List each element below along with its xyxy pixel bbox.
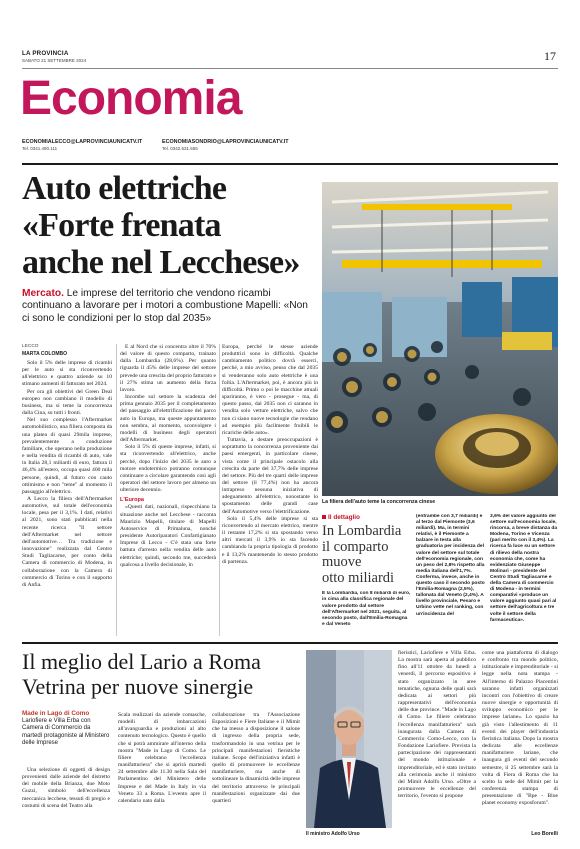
contact-right-email: ECONOMIASONDRIO@LAPROVINCIAUNICATV.IT bbox=[162, 139, 289, 145]
lead-deck-text: Le imprese del territorio che vendono ricambi continuano a lavorare per i motori a combustione Mapelli: «Non ci sono le condizioni per lo stop dal 2035» bbox=[22, 288, 308, 324]
lead-dateline: LECCO bbox=[22, 344, 39, 349]
second-column-1 bbox=[22, 767, 110, 837]
lead-column-3 bbox=[222, 344, 318, 636]
sidebar-text-c: 3,6% del valore aggiunto del settore sull'economia locale, rincorsa, a breve distanza da Modena, Torino e Vicenza (pari merito con il 3,4%). La ricerca fa luce su un settore di rilievo della nostra economia che, come ha evidenziato Giuseppe Molinari - presidente del Centro Studi Tagliacarne e della Camera di commercio di Modena - in termini comparativi «produce un valore aggiunto quasi pari al settore dell'agricoltura e tre volte il settore della farmaceutica». bbox=[490, 514, 558, 623]
second-signature: Leo Borelli bbox=[531, 831, 558, 837]
masthead-rule bbox=[22, 68, 558, 69]
contact-left-email: ECONOMIALECCO@LAPROVINCIAUNICATV.IT bbox=[22, 139, 143, 145]
sidebar-headline-4: otto miliardi bbox=[322, 569, 395, 586]
second-photo bbox=[306, 650, 392, 828]
story-divider bbox=[22, 642, 558, 644]
lead-photo-caption: La filiera dell'auto teme la concorrenza cinese bbox=[322, 499, 436, 505]
second-col2-text: Scala realizzati da aziende comasche, modelli di imbarcazioni all'avanguardia e produzioni al alto contenuto tecnologico. Questo è quello che si potrà ammirare all'interno della mostra "Made in Lago di Como. Le filiere celebrano l'eccellenza manifatturiera" che si aprirà martedì 24 settembre alle 11.30 nella Sala del Parlamentino del Ministero delle Imprese e del Made in Italy in via Veneto 33 a Roma. L'evento apre il calendario nato dalla bbox=[118, 712, 206, 804]
sidebar-headline bbox=[322, 524, 412, 586]
sidebar-headline-1: In Lombardia bbox=[322, 523, 402, 539]
sidebar-kicker-bullet-icon bbox=[322, 515, 326, 519]
masthead-date: SABATO 21 SETTEMBRE 2024 bbox=[22, 58, 87, 63]
second-column-4 bbox=[398, 650, 476, 838]
contact-left-tel: Tel. 0341.490.111 bbox=[22, 146, 58, 151]
lead-col-divider-1 bbox=[116, 344, 117, 636]
second-column-2 bbox=[118, 712, 206, 838]
lead-headline-line-1: Auto elettriche bbox=[22, 170, 227, 207]
sidebar-text-a: È la Lombardia, con 8 miliardi di euro, in cima alla classifica regionale del valore prodotto dal settore dell'Aftermarket nel 2021, seguita, al secondo posto, dall'Emilia-Romagna e dal Veneto bbox=[322, 591, 411, 628]
page-number: 17 bbox=[544, 49, 556, 63]
lead-col3-p1: Europa, perché le stesse aziende produttrici sono in difficoltà. Qualche cambiamento politico dovrà esserci, perché, a mio avviso, penso che dal 2035 si venderanno solo auto elettriche è una follia. L'Aftermarket, poi, è ancora più in difficoltà. Primo o poi le macchine attuali spariranno, è vero - prosegue - ma, di questo passo, dal 2035 non ci saranno in vendita solo vetture elettriche, salvo che non ci siano nuove tecnologie che rendano ad esempio più facilmente fruibili le ricariche delle auto». bbox=[222, 344, 318, 436]
lead-deck-kicker: Mercato. bbox=[22, 288, 64, 299]
lead-column-1 bbox=[22, 360, 112, 636]
lead-col2-p4: «Questi dati, nazionali, rispecchiano la situazione anche nel Lecchese - racconta Maurizio Mapelli, titolare di Mapelli Autoservice di Primaluna, nonché presidente Autoriparatori Confartigianato Imprese di Lecco - C'è stata una forte battuta d'arresto nella vendita delle auto elettriche; quindi, secondo me, succederà qualcosa a livello decisionale, in bbox=[120, 504, 216, 568]
lead-col2-p2: Incombe sul settore la scadenza del prima gennaio 2035 per il completamento del passaggio all'elettrificazione del parco auto in Europa, ma queste appuntamento non sembra, al momento, sconvolgere i modelli di business degli operatori dell'Aftermarket. bbox=[120, 394, 216, 444]
sidebar-headline-2: il comparto bbox=[322, 538, 389, 555]
lead-col1-p2: Per ora gli obiettivi del Green Deal europeo non cambiano il modello di business, ma si teme la concorrenza dalla Cina, su tutti i fronti. bbox=[22, 388, 112, 417]
lead-deck bbox=[22, 288, 312, 325]
lead-col1-p4: A Lecco la filiera dell'Aftermarket automotive, sul totale dell'economia locale, pesa per il 3,1%. I dati, relativi al 2021, sono stati pubblicati nella recente ricerca "Il settore dell'Aftermarket nel settore dell'automotive… Tra tradizione e innovazione" realizzata dal Centro Studi Tagliacarne, per conto della Camera di commercio di Modena, in collaborazione con la Camera di commercio di Torino e con il supporto di Anfia. bbox=[22, 495, 112, 588]
lead-col2-p1: E al Nord che si concentra oltre il 70% del valore di questo comparto, trainato dalla Lombardia (28,6%). Per quanto riguarda il 45% delle imprese del settore prevede una crescita del proprio fatturato e il 27% stima un aumento della forza lavoro. bbox=[120, 344, 216, 393]
lead-col1-p3: Nel suo complesso l'Aftermarket automobilistico, una filiera composta da una platea di quasi 29mila imprese, prevalentemente a conduzione familiare, che operano nella produzione e nella vendita di ricambi di auto, vale in Italia 28,1 miliardi di euro, fattura il 46,4% all'estero, occupa quasi 400 mila persone, quindi, al futuro con cauto ottimismo e non "teme" al momento il passaggio all'elettrico. bbox=[22, 417, 112, 495]
lead-column-2 bbox=[120, 344, 216, 636]
lead-col3-p2: Tuttavia, a destare preoccupazioni è soprattutto la concorrenza proveniente dai paesi emergenti, in particolare cinese, vista come il principale ostacolo alla crescita da parte del 37,7% delle imprese del settore. Più del tre quarti delle imprese del settore (il 77,4%) non ha ancora intrapreso nessuna iniziativa di adeguamento all'elettrico, nonostante lo spostamento delle grandi case dell'Automotive verso l'elettrificazione. bbox=[222, 437, 318, 515]
second-headline bbox=[22, 650, 322, 699]
lead-photo bbox=[322, 182, 558, 496]
section-rule bbox=[22, 163, 558, 165]
sidebar-text-b: (entrambe con 3,7 miliardi) e al terzo dal Piemonte (3,6 miliardi). Ma, in termini relativi, è il Piemonte a balzare in testa alla graduatoria per incidenza del valore del settore sul totale dell'economia regionale, con un peso del 2,8% rispetto alla media italiana dell'1,7%. Conferma, invece, anche in questo caso il secondo posto l'Emilia-Romagna (2,5%), tallonata dal Veneto (2,4%). A livello provinciale, Pesaro e Urbino vette nel ranking, con un'incidenza del bbox=[416, 514, 485, 617]
factory-photo-illustration bbox=[322, 182, 558, 496]
second-col5-text: come una piattaforma di dialogo e confronto tra mondo politico, istituzionale e imprenditoriale - si legge nella nota stampa - All'interno di Palazzo Piacentini saranno infatti organizzati incontri con l'obiettivo di creare nuove sinergie e opportunità di sviluppo economico per le imprese lariane». Lo spazio ha già visto l'allestimento di 11 eventi dei player dell'industria fieristica italiana. Dopo la mostra dedicata alle eccellenze manifatturiere lariane, che inaugura gli eventi del secondo semestre, il 25 settembre sarà la volta di Fiera di Roma che ha scelto la sede del Mimit per la conferenza stampa di presentazione di "Bpe - Blue planet economy exposforum". bbox=[482, 650, 558, 807]
sidebar-kicker-text: Il dettaglio bbox=[328, 514, 360, 521]
lead-byline: MARTA COLOMBO bbox=[22, 351, 67, 357]
second-deck-title: Made in Lago di Como bbox=[22, 710, 90, 717]
sidebar-kicker bbox=[322, 514, 360, 521]
second-col1-text: Una selezione di oggetti di design provenienti dalle aziende del distretto del mobile della Brianza, due Moto Guzzi, simbolo dell'eccellenza meccanica lecchese, tessuti di pregio e costumi di scena del Teatro alla bbox=[22, 767, 110, 809]
second-headline-2: Vetrina per nuove sinergie bbox=[22, 673, 254, 699]
lead-col1-p1: Solo il 5% delle imprese di ricambi per le auto si sta riconvertendo all'elettrico e quattro aziende su 10 stimano aumenti di fatturato nel 2024. bbox=[22, 360, 112, 388]
second-photo-caption: Il ministro Adolfo Urso bbox=[306, 831, 360, 837]
lead-col2-subhead: L'Europa bbox=[120, 497, 145, 504]
lead-col2-p3: Solo il 5% di queste imprese, infatti, si sta riconvertendo all'elettrico, anche perché, dopo l'inizio del 2035 le auto a motore endotermico potranno comunque continuare a circolare garantendo così agli operatori del settore lavoro per almeno un ulteriore decennio. bbox=[120, 444, 216, 494]
second-col3-text: collaborazione tra l'Associazione Esposizioni e Fiere Italiane e il Mimit che ha messo a disposizione il salone di ingresso della propria sede, trasformandolo in una vetrina per le principali manifestazioni fieristiche italiane. Scopo dell'iniziativa infatti è quello di promuovere le eccellenze manifatturiere, ma anche di sottolineare la dinamicità delle imprese del territorio attraverso le principali manifestazioni organizzate dai due quartieri bbox=[212, 712, 300, 804]
second-column-3 bbox=[212, 712, 300, 838]
lead-col-divider-2 bbox=[219, 344, 220, 636]
minister-photo-illustration bbox=[306, 650, 392, 828]
lead-headline-line-2: «Forte frenata bbox=[22, 207, 221, 244]
lead-col3-p3: Solo il 5,4% delle imprese si sta riconvertendo al mercato elettrico, mentre il restante 17,2% si sta spostando verso altri mercati il 3,9% io sta facendo cambiando la propria tipologia di prodotto e il 13,2% mantenendo lo stesso prodotto di partenza. bbox=[222, 515, 318, 565]
section-title: Economia bbox=[20, 72, 242, 125]
lead-headline bbox=[22, 170, 317, 281]
second-headline-1: Il meglio del Lario a Roma bbox=[22, 649, 261, 674]
lead-headline-line-3: anche nel Lecchese» bbox=[22, 244, 300, 281]
second-col4-text: fieristici, Lariofiere e Villa Erba. La mostra sarà aperta al pubblico fino all'11 ottobre da lunedì a venerdì, il percorso espositivo è stato organizzato in aree tematiche, ognuna delle quali sarà dedicata ai settori più rappresentativi dell'economia delle due province. "Made in Lago di Como. Le filiere celebrano l'eccellenza manifatturiera" sarà inaugurata dalla Camera di Commercio Como-Lecco, con la Fondazione Lariofiere. Prevista la partecipazione dei rappresentanti del mondo istituzionale e imprenditoriale, ed è stato invitato alla cerimonia anche il ministro del Mimit Adolfo Urso. «Oltre a promuovere le eccellenze del territorio, l'evento si propone bbox=[398, 650, 476, 800]
second-deck-text: Lariofiere e Villa Erba con Camera di Commercio da martedì protagoniste al Ministero delle Imprese bbox=[22, 718, 110, 747]
second-column-5 bbox=[482, 650, 558, 830]
masthead-paper: LA PROVINCIA bbox=[22, 50, 69, 57]
sidebar-headline-3: muove bbox=[322, 554, 362, 571]
contact-right-tel: Tel. 0342.531.555 bbox=[162, 146, 198, 151]
